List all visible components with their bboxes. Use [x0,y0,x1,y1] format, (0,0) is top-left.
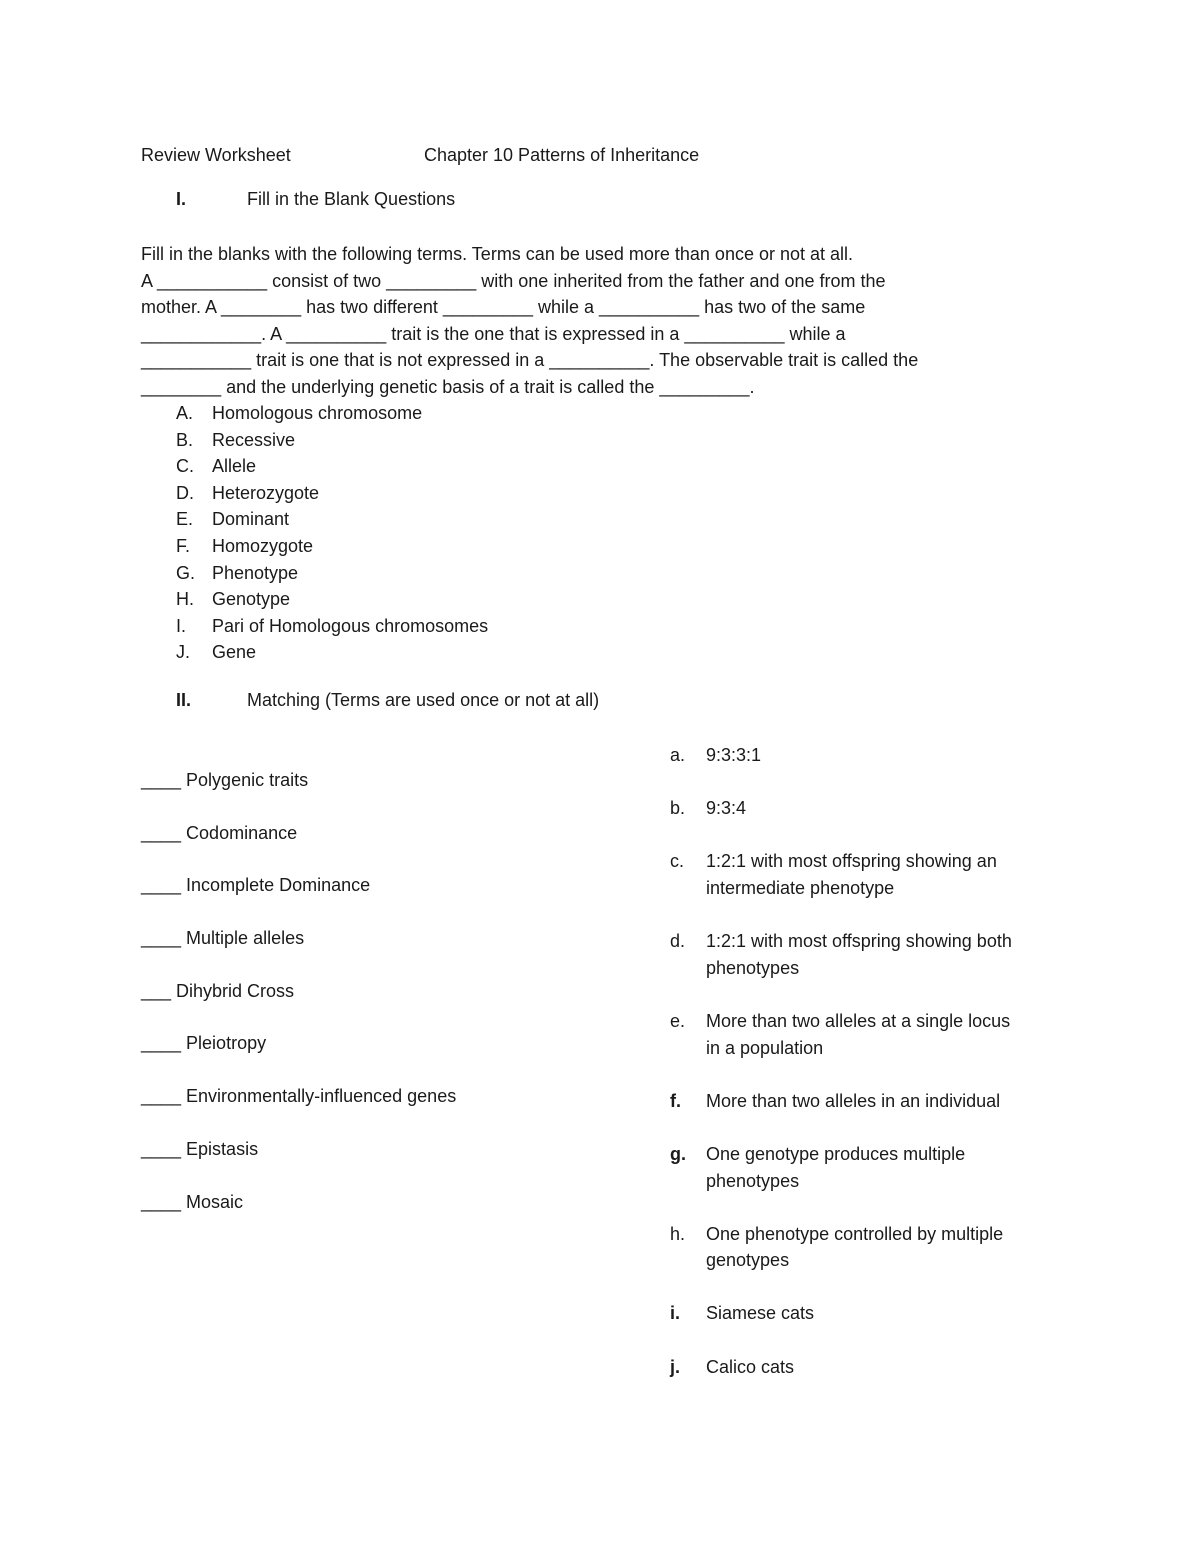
paragraph-line: Fill in the blanks with the following terms. Terms can be used more than once or not at all. [141,244,854,264]
term-choice [176,586,488,613]
option-letter: c. [670,851,685,872]
section-1-title: Fill in the Blank Questions [247,189,456,209]
choice-letter: D. [176,482,194,503]
choice-text: Phenotype [212,562,299,583]
matching-options-list [670,742,1070,1380]
option-text: 1:2:1 with most offspring showing both [706,931,1012,952]
fill-in-paragraph [141,241,1041,401]
choice-letter: I. [176,615,187,636]
matching-option [670,928,1070,981]
term-choice [176,506,488,533]
choice-letter: J. [176,642,191,663]
choice-letter: H. [176,589,194,610]
option-text: Siamese cats [706,1303,815,1324]
worksheet-title: Review Worksheet [141,145,291,165]
term-choice [176,453,488,480]
paragraph-line: ___________ trait is one that is not expressed in a __________. The observable trait is called the [141,350,919,371]
choice-letter: E. [176,509,194,530]
matching-term: ____ Mosaic [141,1191,244,1212]
term-choice [176,400,488,427]
paragraph-line: ________ and the underlying genetic basis of a trait is called the _________. [141,376,755,397]
matching-term: ____ Incomplete Dominance [141,875,371,896]
term-choices-list [176,400,488,666]
option-letter: b. [670,798,686,819]
option-text: One genotype produces multiple [706,1143,966,1164]
option-text: phenotypes [706,1170,800,1191]
option-text: 9:3:4 [706,798,747,819]
option-text: More than two alleles in an individual [706,1090,1001,1111]
term-choice [176,613,488,640]
matching-option [670,1300,1070,1327]
choice-letter: C. [176,456,194,477]
option-text: Calico cats [706,1356,795,1377]
option-text: 1:2:1 with most offspring showing an [706,851,997,872]
option-letter: h. [670,1223,686,1244]
matching-option [670,1354,1070,1381]
matching-term: ____ Epistasis [141,1138,259,1159]
term-choice [176,427,488,454]
paragraph-line: mother. A ________ has two different _________ while a __________ has two of the same [141,297,866,318]
term-choice [176,560,488,587]
matching-term: ____ Pleiotropy [141,1033,267,1054]
choice-text: Homologous chromosome [212,403,423,423]
choice-text: Gene [212,642,257,663]
option-text: One phenotype controlled by multiple [706,1223,1004,1244]
choice-letter: F. [176,535,191,556]
term-choice [176,639,488,666]
option-letter: f. [670,1090,681,1111]
term-choice [176,480,488,507]
option-text: phenotypes [706,957,800,978]
matching-term: ____ Polygenic traits [141,770,309,790]
option-letter: d. [670,931,686,952]
matching-option [670,1008,1070,1061]
matching-terms-list [141,769,456,1243]
choice-text: Recessive [212,429,296,450]
section-2-number: II. [176,690,192,710]
matching-option [670,1141,1070,1194]
matching-term: ____ Environmentally-influenced genes [141,1086,457,1107]
option-text: genotypes [706,1250,790,1271]
term-choice [176,533,488,560]
choice-text: Pari of Homologous chromosomes [212,615,489,636]
option-letter: j. [670,1356,681,1377]
chapter-title: Chapter 10 Patterns of Inheritance [424,145,700,165]
choice-letter: G. [176,562,196,583]
matching-option [670,795,1070,822]
matching-term: ____ Multiple alleles [141,928,305,949]
matching-term: ___ Dihybrid Cross [141,980,295,1001]
option-text: 9:3:3:1 [706,745,762,765]
paragraph-line: A ___________ consist of two _________ with one inherited from the father and one from the [141,270,886,291]
choice-text: Heterozygote [212,482,320,503]
choice-text: Allele [212,456,257,477]
matching-option [670,1221,1070,1274]
choice-text: Homozygote [212,535,314,556]
choice-letter: A. [176,403,194,423]
choice-text: Genotype [212,589,291,610]
matching-option [670,848,1070,901]
option-text: in a population [706,1037,824,1058]
option-letter: i. [670,1303,681,1324]
paragraph-line: ____________. A __________ trait is the one that is expressed in a __________ while a [141,323,846,344]
choice-text: Dominant [212,509,290,530]
option-letter: a. [670,745,686,765]
matching-option [670,1088,1070,1115]
option-text: More than two alleles at a single locus [706,1010,1011,1031]
option-text: intermediate phenotype [706,877,895,898]
matching-term: ____ Codominance [141,822,298,843]
section-1-number: I. [176,189,187,209]
section-2-title: Matching (Terms are used once or not at all) [247,690,600,710]
option-letter: g. [670,1143,686,1164]
matching-option [670,742,1070,769]
option-letter: e. [670,1010,686,1031]
choice-letter: B. [176,429,194,450]
